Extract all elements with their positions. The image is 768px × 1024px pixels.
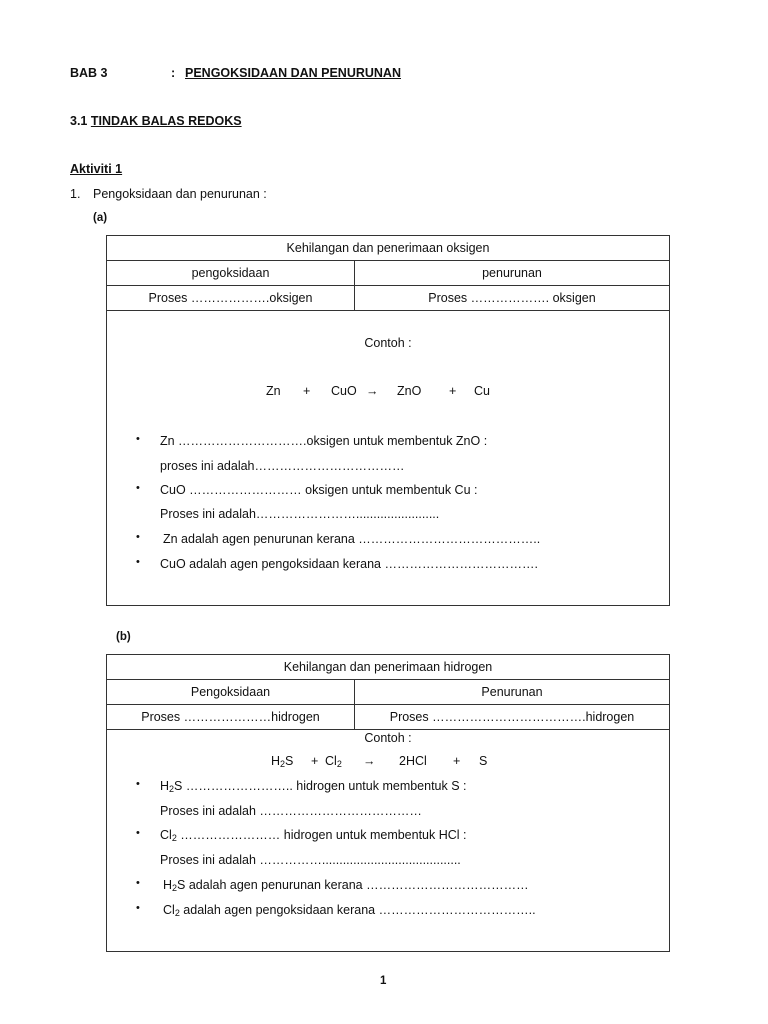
part-a-line-4: Proses ini adalah……………………........................ xyxy=(160,507,440,521)
part-b-eq-plus2: + xyxy=(453,754,461,768)
bullet-icon: • xyxy=(136,827,140,839)
part-b-reduction-process: Proses ……………………………….hidrogen xyxy=(355,705,670,730)
part-a-line-5: Zn adalah agen penurunan kerana …………………………………….. xyxy=(163,532,541,546)
part-a-table xyxy=(106,235,670,606)
bullet-icon: • xyxy=(136,778,140,790)
part-a-eq-zno: ZnO xyxy=(397,384,422,398)
part-b-oxidation-process: Proses …………………hidrogen xyxy=(107,705,355,730)
part-b-line-5: $H_2S$ adalah agen penurunan kerana ………………………………… xyxy=(163,878,529,893)
part-b-eq-h2s: $H_2S$ xyxy=(271,754,294,769)
chapter-number: BAB 3 xyxy=(70,66,108,80)
section-number: 3.1 xyxy=(70,114,88,128)
chapter-colon: : xyxy=(171,66,176,80)
part-a-line-2: proses ini adalah……………………………… xyxy=(160,459,405,473)
part-a-eq-plus2: + xyxy=(449,384,457,398)
part-b-line-6: $Cl_2$ adalah agen pengoksidaan kerana ……………………………….. xyxy=(163,903,536,918)
part-b-line-3: $Cl_2$ …………………… hidrogen untuk membentuk HCl : xyxy=(160,828,467,843)
activity-heading: Aktiviti 1 xyxy=(70,162,123,176)
part-b-oxidation-header: Pengoksidaan xyxy=(107,680,355,705)
part-b-eq-2hcl: 2HCl xyxy=(399,754,427,768)
part-b-table-title: Kehilangan dan penerimaan hidrogen xyxy=(107,655,670,680)
part-a-example-label: Contoh : xyxy=(364,336,412,350)
part-b-eq-s: S xyxy=(479,754,488,768)
bullet-icon: • xyxy=(136,433,140,445)
page-number: 1 xyxy=(380,975,387,987)
part-a-eq-cuo: CuO xyxy=(331,384,357,398)
chapter-title: PENGOKSIDAAN DAN PENURUNAN xyxy=(185,66,401,80)
part-b-label: (b) xyxy=(116,631,131,643)
part-a-reduction-header: penurunan xyxy=(355,261,670,286)
section-title: TINDAK BALAS REDOKS xyxy=(90,114,242,128)
part-b-reduction-header: Penurunan xyxy=(355,680,670,705)
part-b-example-cell xyxy=(107,730,670,952)
bullet-icon: • xyxy=(136,556,140,568)
part-a-eq-plus1: + xyxy=(303,384,311,398)
part-a-reduction-process: Proses ………………. oksigen xyxy=(355,286,670,311)
part-a-oxidation-process: Proses ……………….oksigen xyxy=(107,286,355,311)
part-b-line-4: Proses ini adalah ……………........................................ xyxy=(160,853,461,867)
part-a-line-3: CuO ……………………… oksigen untuk membentuk Cu : xyxy=(160,483,478,497)
question-number: 1. xyxy=(70,187,81,201)
bullet-icon: • xyxy=(136,482,140,494)
part-b-eq-cl2: $Cl_2$ xyxy=(325,754,342,769)
bullet-icon: • xyxy=(136,902,140,914)
question-text: Pengoksidaan dan penurunan : xyxy=(93,187,267,201)
part-a-oxidation-header: pengoksidaan xyxy=(107,261,355,286)
part-b-example-label: Contoh : xyxy=(364,731,412,745)
bullet-icon: • xyxy=(136,531,140,543)
part-b-table xyxy=(106,654,670,952)
part-a-label: (a) xyxy=(93,212,108,224)
part-a-example-cell xyxy=(107,311,670,606)
bullet-icon: • xyxy=(136,877,140,889)
part-a-eq-zn: Zn xyxy=(266,384,281,398)
section-heading xyxy=(70,114,242,128)
part-a-eq-cu: Cu xyxy=(474,384,490,398)
part-b-line-2: Proses ini adalah ………………………………… xyxy=(160,804,422,818)
part-a-eq-arrow: → xyxy=(366,384,379,398)
part-a-line-6: CuO adalah agen pengoksidaan kerana ………………………………. xyxy=(160,557,538,571)
part-b-eq-plus1: + xyxy=(311,754,319,768)
part-a-table-title: Kehilangan dan penerimaan oksigen xyxy=(107,236,670,261)
part-b-eq-arrow: → xyxy=(363,754,376,768)
part-a-line-1: Zn ………………………….oksigen untuk membentuk ZnO : xyxy=(160,434,488,448)
part-b-line-1: $H_2S$ …………………….. hidrogen untuk membentuk S : xyxy=(160,779,467,794)
